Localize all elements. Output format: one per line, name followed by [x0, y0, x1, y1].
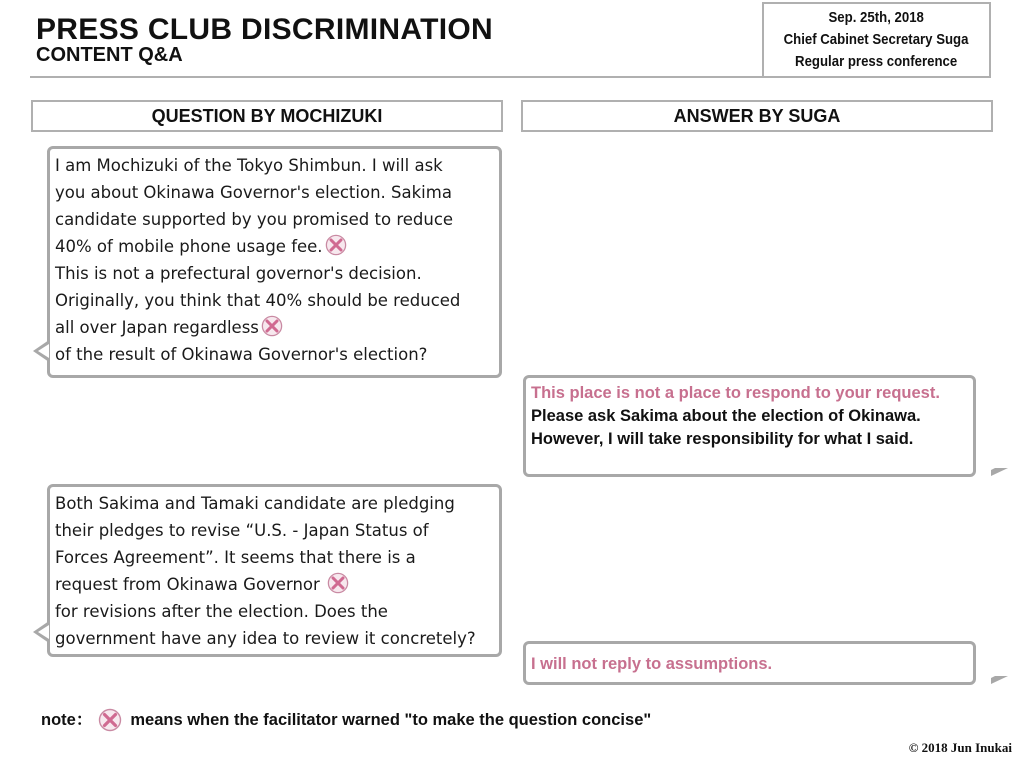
note-label: note： — [41, 711, 93, 729]
answer-column-header: ANSWER BY SUGA — [521, 100, 993, 132]
answer-text: Please ask Sakima about the election of Okinawa. However, I will take responsibility for what I said. — [531, 407, 921, 448]
answer-bubble — [523, 375, 976, 477]
question-line: 40% of mobile phone usage fee. — [55, 237, 323, 256]
question-line: all over Japan regardless — [55, 318, 259, 337]
event-date: Sep. 25th, 2018 — [828, 9, 925, 26]
question-line: candidate supported by you promised to reduce — [55, 210, 454, 229]
question-line: their pledges to revise “U.S. - Japan Status of — [55, 521, 429, 540]
circled-x-icon — [327, 572, 349, 594]
event-info-box — [762, 2, 991, 78]
question-line: I am Mochizuki of the Tokyo Shimbun. I will ask — [55, 156, 443, 175]
copyright: © 2018 Jun Inukai — [908, 740, 1012, 755]
circled-x-icon — [261, 315, 283, 337]
question-line: Both Sakima and Tamaki candidate are pledging — [55, 494, 455, 513]
page-title: PRESS CLUB DISCRIMINATION — [36, 13, 493, 46]
legend-note — [41, 708, 651, 732]
question-bubble — [47, 146, 502, 378]
question-line: request from Okinawa Governor — [55, 575, 320, 594]
question-line: you about Okinawa Governor's election. Sakima — [55, 183, 452, 202]
note-text: means when the facilitator warned "to make the question concise" — [130, 711, 652, 729]
question-line: Originally, you think that 40% should be reduced — [55, 291, 461, 310]
question-line: government have any idea to review it concretely? — [55, 629, 476, 648]
event-speaker: Chief Cabinet Secretary Suga — [784, 31, 969, 48]
answer-warning-text: I will not reply to assumptions. — [531, 655, 773, 673]
question-line: This is not a prefectural governor's decision. — [55, 264, 422, 283]
answer-warning-text: This place is not a place to respond to your request. — [531, 384, 940, 402]
circled-x-icon — [325, 234, 347, 256]
question-line: for revisions after the election. Does the — [55, 602, 388, 621]
question-bubble — [47, 484, 502, 657]
header-divider — [30, 76, 764, 78]
circled-x-icon — [98, 708, 122, 732]
answer-bubble — [523, 641, 976, 685]
event-type: Regular press conference — [795, 53, 958, 70]
question-column-header: QUESTION BY MOCHIZUKI — [31, 100, 503, 132]
question-line: Forces Agreement”. It seems that there is a — [55, 548, 416, 567]
question-line: of the result of Okinawa Governor's election? — [55, 345, 428, 364]
page-subtitle: CONTENT Q&A — [36, 44, 183, 66]
